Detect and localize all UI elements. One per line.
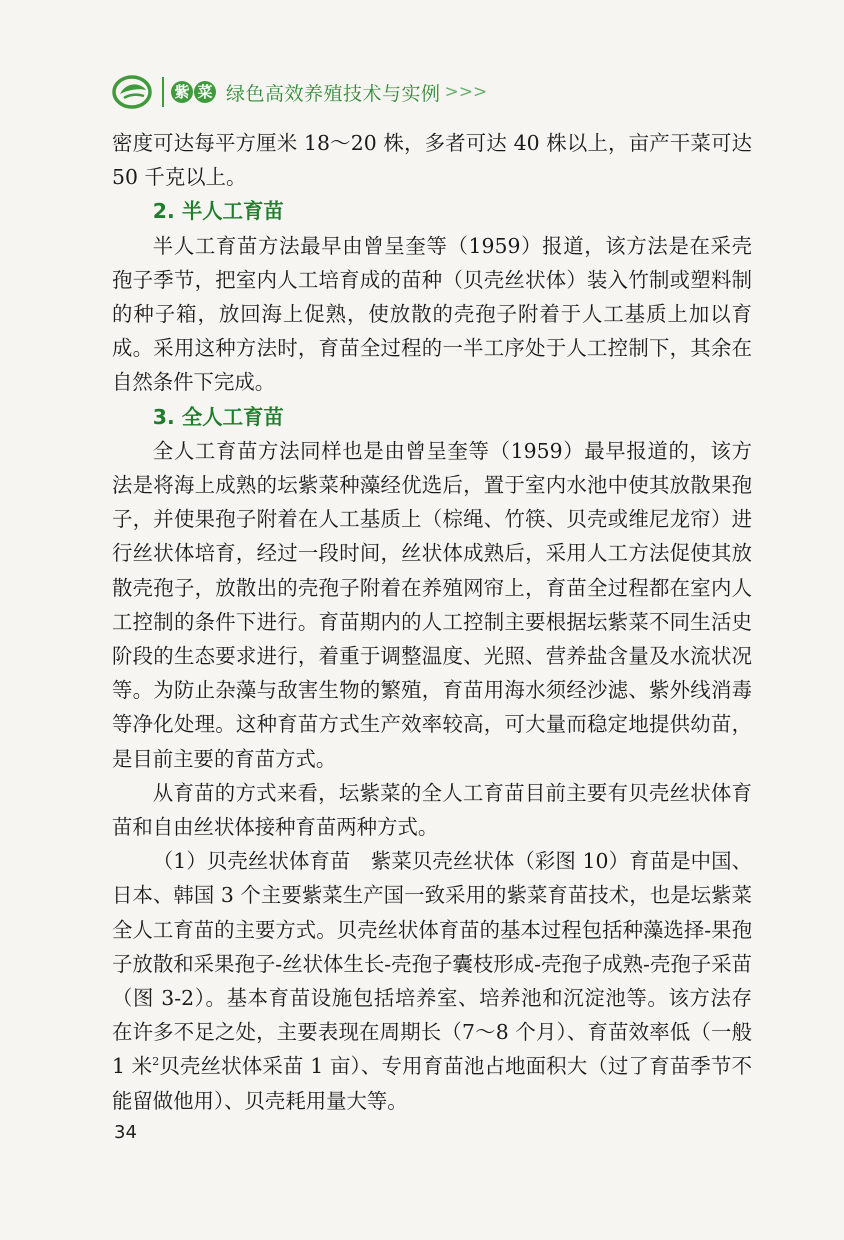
page-number: 34 [114, 1122, 137, 1143]
section-heading-2: 2. 半人工育苗 [152, 199, 284, 224]
superscript-2: 2 [152, 1055, 160, 1069]
section-heading-3: 3. 全人工育苗 [152, 404, 284, 429]
header-chevrons: >>> [444, 82, 488, 102]
badge-char-2: 菜 [194, 81, 216, 103]
header-divider [162, 77, 164, 107]
paragraph-4: 从育苗的方式来看，坛紫菜的全人工育苗目前主要有贝壳丝状体育苗和自由丝状体接种育苗两种方式。 [112, 780, 752, 840]
series-title: 绿色高效养殖技术与实例 [226, 82, 441, 105]
running-header [112, 74, 487, 110]
page-body [112, 126, 752, 1118]
badge-char-1: 紫 [171, 81, 193, 103]
paragraph-5 [112, 844, 752, 1118]
paragraph-5-text-a: （1）贝壳丝状体育苗 紫菜贝壳丝状体（彩图 10）育苗是中国、日本、韩国 3 个主要紫菜生产国一致采用的紫菜育苗技术，也是坛紫菜全人工育苗的主要方式。贝壳丝状体育苗的基本过程包括种藻选择-果孢子放散和采果孢子-丝状体生长-壳孢子囊枝形成-壳孢子成熟-壳孢子采苗（图 3-2）。基本育苗设施包括培养室、培养池和沉淀池等。该方法存在许多不足之处，主要表现在周期长（7～8 个月）、育苗效率低（一般 1 米 [112, 849, 752, 1079]
paragraph-1: 密度可达每平方厘米 18～20 株，多者可达 40 株以上，亩产干菜可达 50 千克以上。 [112, 131, 752, 190]
circular-leaf-logo-icon [112, 74, 156, 110]
book-badge [171, 81, 216, 103]
paragraph-5-text-b: 贝壳丝状体采苗 1 亩）、专用育苗池占地面积大（过了育苗季节不能留做他用）、贝壳耗用量大等。 [112, 1054, 752, 1113]
paragraph-3: 全人工育苗方法同样也是由曾呈奎等（1959）最早报道的，该方法是将海上成熟的坛紫菜种藻经优选后，置于室内水池中使其放散果孢子，并使果孢子附着在人工基质上（棕绳、竹筷、贝壳或维尼龙帘）进行丝状体培育，经过一段时间，丝状体成熟后，采用人工方法促使其放散壳孢子，放散出的壳孢子附着在养殖网帘上，育苗全过程都在室内人工控制的条件下进行。育苗期内的人工控制主要根据坛紫菜不同生活史阶段的生态要求进行，着重于调整温度、光照、营养盐含量及水流状况等。为防止杂藻与敌害生物的繁殖，育苗用海水须经沙滤、紫外线消毒等净化处理。这种育苗方式生产效率较高，可大量而稳定地提供幼苗，是目前主要的育苗方式。 [112, 438, 752, 771]
paragraph-2: 半人工育苗方法最早由曾呈奎等（1959）报道，该方法是在采壳孢子季节，把室内人工培育成的苗种（贝壳丝状体）装入竹制或塑料制的种子箱，放回海上促熟，使放散的壳孢子附着于人工基质上加以育成。采用这种方法时，育苗全过程的一半工序处于人工控制下，其余在自然条件下完成。 [112, 233, 752, 395]
